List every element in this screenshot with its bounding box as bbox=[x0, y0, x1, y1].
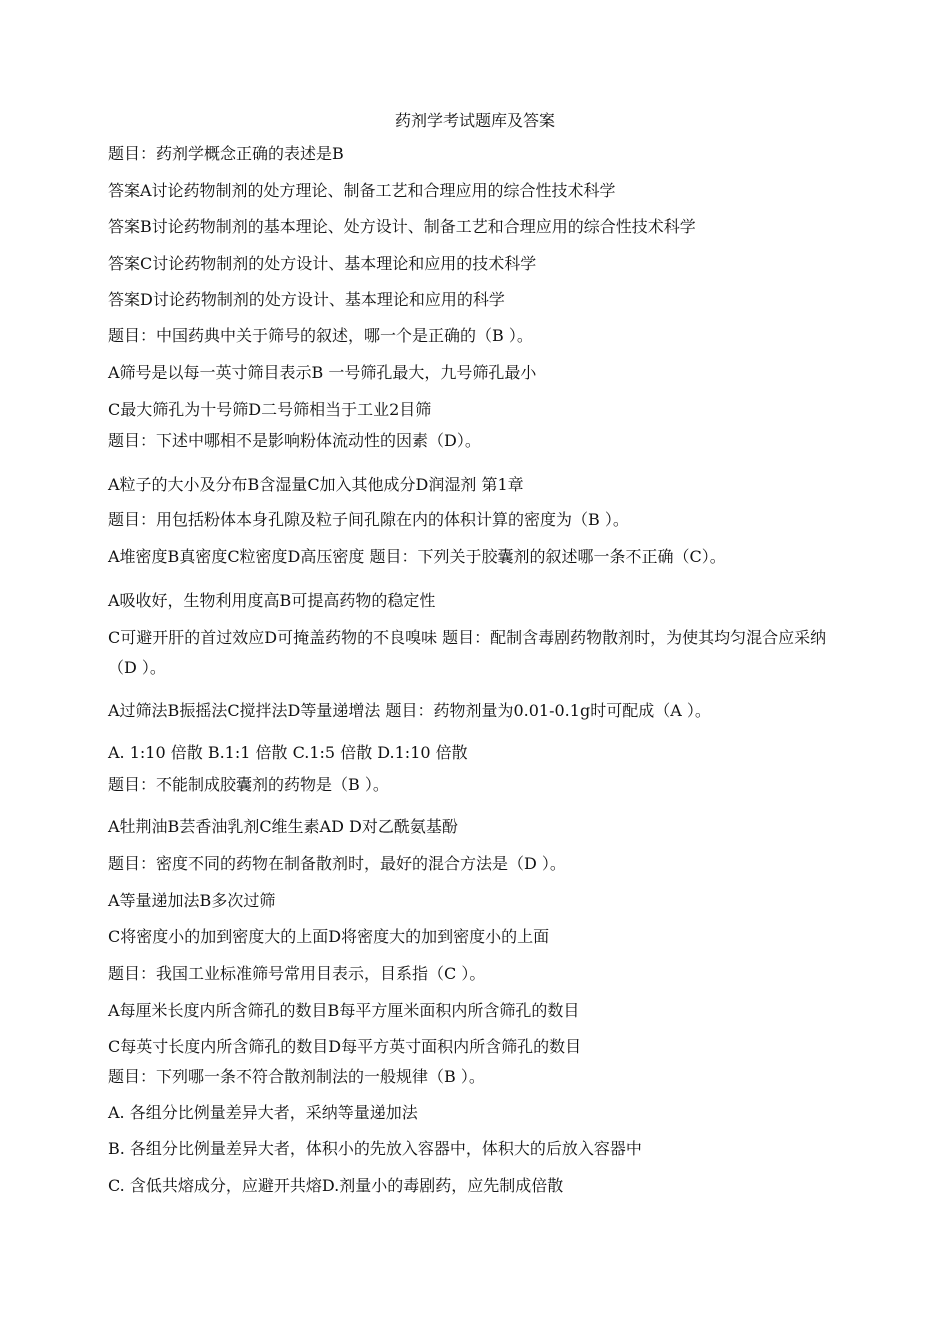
option-line: B. 各组分比例量差异大者，体积小的先放入容器中，体积大的后放入容器中 bbox=[108, 1139, 642, 1158]
option-line: C将密度小的加到密度大的上面D将密度大的加到密度小的上面 bbox=[108, 927, 550, 946]
option-line: C最大筛孔为十号筛D二号筛相当于工业2目筛 bbox=[108, 400, 432, 419]
question-line: 题目：我国工业标准筛号常用目表示，目系指（C ）。 bbox=[108, 964, 486, 983]
question-line: 题目：下述中哪相不是影响粉体流动性的因素（D）。 bbox=[108, 431, 481, 450]
option-line: A粒子的大小及分布B含湿量C加入其他成分D润湿剂 第1章 bbox=[108, 475, 524, 494]
answer-line: 答案B讨论药物制剂的基本理论、处方设计、制备工艺和合理应用的综合性技术科学 bbox=[108, 217, 696, 236]
question-line: 题目：用包括粉体本身孔隙及粒子间孔隙在内的体积计算的密度为（B ）。 bbox=[108, 510, 629, 529]
question-line: 题目：下列哪一条不符合散剂制法的一般规律（B ）。 bbox=[108, 1067, 485, 1086]
question-line: 题目：药剂学概念正确的表述是B bbox=[108, 144, 344, 163]
document-title: 药剂学考试题库及答案 bbox=[394, 111, 555, 130]
option-line: A. 各组分比例量差异大者，采纳等量递加法 bbox=[108, 1103, 418, 1122]
option-line: A筛号是以每一英寸筛目表示B 一号筛孔最大，九号筛孔最小 bbox=[108, 363, 537, 382]
question-line: 题目：密度不同的药物在制备散剂时，最好的混合方法是（D ）。 bbox=[108, 854, 566, 873]
option-line: C可避开肝的首过效应D可掩盖药物的不良嗅味 题目：配制含毒剧药物散剂时，为使其均匀混合应采纳（D ）。 bbox=[108, 628, 827, 677]
option-line: A吸收好，生物利用度高B可提高药物的稳定性 bbox=[108, 591, 436, 610]
question-line: 题目：不能制成胶囊剂的药物是（B ）。 bbox=[108, 775, 389, 794]
option-line: A等量递加法B多次过筛 bbox=[108, 891, 276, 910]
answer-line: 答案A讨论药物制剂的处方理论、制备工艺和合理应用的综合性技术科学 bbox=[108, 181, 616, 200]
option-line: C. 含低共熔成分，应避开共熔D.剂量小的毒剧药，应先制成倍散 bbox=[108, 1176, 564, 1195]
answer-line: 答案D讨论药物制剂的处方设计、基本理论和应用的科学 bbox=[108, 290, 505, 309]
option-line: A过筛法B振摇法C搅拌法D等量递增法 题目：药物剂量为0.01-0.1g时可配成（A ）。 bbox=[108, 701, 711, 720]
question-line: 题目：中国药典中关于筛号的叙述，哪一个是正确的（B ）。 bbox=[108, 326, 533, 345]
option-line: A堆密度B真密度C粒密度D高压密度 题目：下列关于胶囊剂的叙述哪一条不正确（C）。 bbox=[108, 547, 726, 566]
option-line: A. 1:10 倍散 B.1:1 倍散 C.1:5 倍散 D.1:10 倍散 bbox=[108, 743, 468, 762]
option-line: C每英寸长度内所含筛孔的数目D每平方英寸面积内所含筛孔的数目 bbox=[108, 1037, 582, 1056]
answer-line: 答案C讨论药物制剂的处方设计、基本理论和应用的技术科学 bbox=[108, 254, 537, 273]
option-line: A每厘米长度内所含筛孔的数目B每平方厘米面积内所含筛孔的数目 bbox=[108, 1001, 580, 1020]
option-line: A牡荆油B芸香油乳剂C维生素AD D对乙酰氨基酚 bbox=[108, 817, 458, 836]
